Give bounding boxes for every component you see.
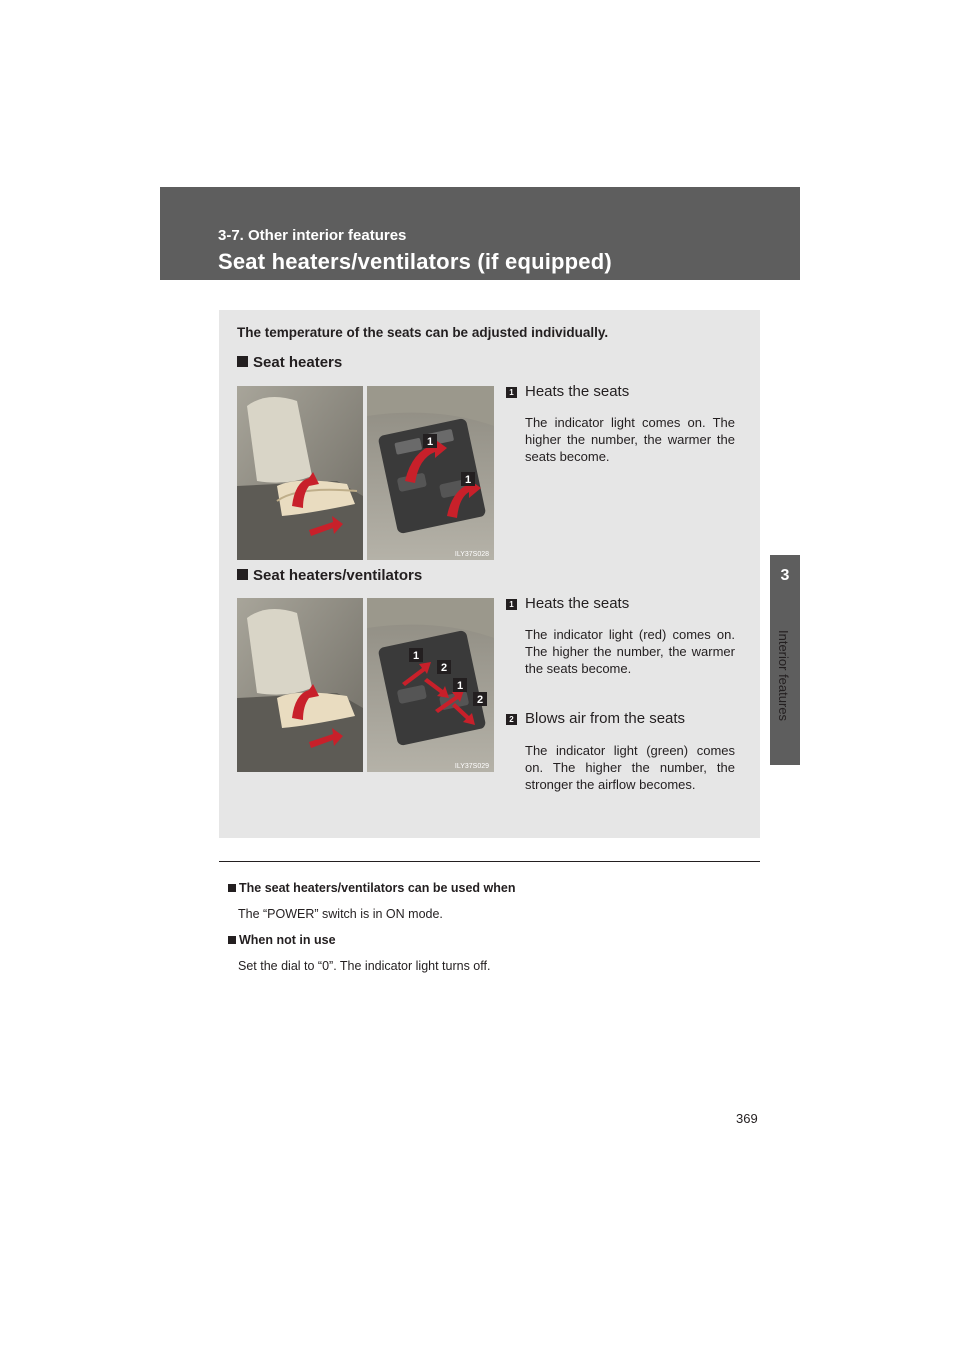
step-description: The indicator light (green) comes on. The higher the number, the stronger the airflow becomes. [525, 743, 735, 792]
image-code: ILY37S029 [454, 763, 489, 770]
step-blows-air: 2 Blows air from the seats [506, 710, 685, 727]
seat-ventilator-photo [237, 598, 494, 772]
step-number-1: 1 [506, 599, 517, 610]
step-heats-seats: 1 Heats the seats [506, 595, 629, 612]
seat-ventilator-illustration [237, 598, 494, 772]
chapter-label [775, 630, 795, 770]
square-bullet-icon [228, 936, 236, 944]
page-title: Seat heaters/ventilators (if equipped) [218, 249, 612, 274]
step-description: The indicator light (red) comes on. The higher the number, the warmer the seats become. [525, 627, 735, 676]
callout-1a: 1 [412, 650, 420, 662]
square-bullet-icon [237, 569, 248, 580]
note-heading: When not in use [228, 933, 336, 947]
section-header [160, 187, 800, 280]
seat-heater-illustration [237, 386, 494, 560]
step-heats-seats: 1 Heats the seats [506, 383, 629, 400]
seat-heater-photo [237, 386, 494, 560]
divider-rule [219, 861, 760, 862]
callout-2b: 2 [476, 694, 484, 706]
subheading-seat-heaters: Seat heaters [237, 354, 342, 371]
callout-2a: 2 [440, 662, 448, 674]
subheading-seat-heaters-ventilators: Seat heaters/ventilators [237, 567, 422, 584]
callout-1b: 1 [456, 680, 464, 692]
note-body: Set the dial to “0”. The indicator light turns off. [238, 959, 491, 973]
chapter-number: 3 [780, 567, 790, 584]
intro-text: The temperature of the seats can be adjusted individually. [237, 325, 609, 340]
note-body: The “POWER” switch is in ON mode. [238, 907, 443, 921]
step-number-1: 1 [506, 387, 517, 398]
page-number: 369 [736, 1111, 758, 1126]
image-code: ILY37S028 [454, 551, 489, 558]
step-description: The indicator light comes on. The higher the number, the warmer the seats become. [525, 415, 735, 464]
note-heading: The seat heaters/ventilators can be used when [228, 881, 515, 895]
step-number-2: 2 [506, 714, 517, 725]
info-panel [219, 310, 760, 838]
callout-1a: 1 [426, 436, 434, 448]
square-bullet-icon [228, 884, 236, 892]
section-label: 3-7. Other interior features [218, 227, 407, 244]
callout-1b: 1 [464, 474, 472, 486]
chapter-label-text: Interior features [776, 630, 791, 722]
square-bullet-icon [237, 356, 248, 367]
